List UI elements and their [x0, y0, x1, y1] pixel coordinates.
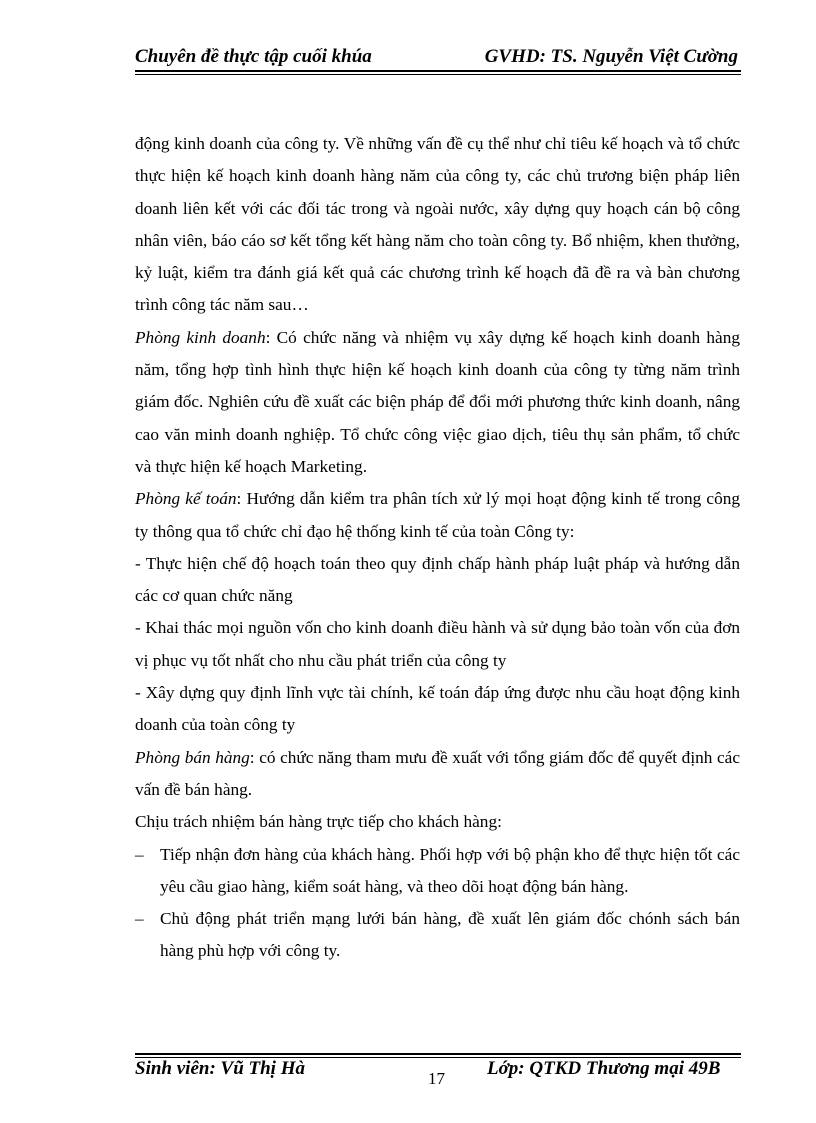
bullet-item [135, 839, 740, 904]
page-number: 17 [428, 1069, 445, 1088]
dept-name-ke-toan: Phòng kế toán [135, 489, 237, 509]
header-advisor: GVHD: TS. Nguyễn Việt Cường [484, 46, 738, 67]
accounting-task-2: - Khai thác mọi nguồn vốn cho kinh doanh điều hành và sử dụng bảo toàn vốn của đơn vị phục vụ tốt nhất cho nhu cầu phát triển của công ty [135, 618, 740, 670]
bullet-dash-icon: – [135, 909, 144, 929]
page-body [135, 128, 740, 968]
footer-rule-thick [135, 1053, 741, 1055]
accounting-task-1: - Thực hiện chế độ hoạch toán theo quy định chấp hành pháp luật pháp và hướng dẫn các cơ quan chức năng [135, 553, 740, 606]
bullet-text-2: Chủ động phát triển mạng lưới bán hàng, đề xuất lên giám đốc chónh sách bán hàng phù hợp với công ty. [160, 909, 740, 961]
dept-desc-ban-hang: : có chức năng tham mưu đề xuất với tổng giám đốc để quyết định các vấn đề bán hàng. [135, 747, 741, 799]
bullet-text-1: Tiếp nhận đơn hàng của khách hàng. Phối hợp với bộ phận kho để thực hiện tốt các yêu cầu giao hàng, kiểm soát hàng, và theo dõi hoạt động bán hàng. [160, 844, 740, 896]
dept-name-kinh-doanh: Phòng kinh doanh [135, 327, 266, 347]
dept-name-ban-hang: Phòng bán hàng [135, 747, 250, 767]
page-footer [135, 1058, 740, 1088]
bullet-item [135, 903, 740, 968]
paragraph-responsibility: Chịu trách nhiệm bán hàng trực tiếp cho khách hàng: [135, 812, 502, 832]
dept-desc-kinh-doanh: : Có chức năng và nhiệm vụ xây dựng kế hoạch kinh doanh hàng năm, tổng hợp tình hình thực hiện kế hoạch kinh doanh của công ty từng năm trình giám đốc. Nghiên cứu đề xuất các biện pháp để đổi mới phương thức kinh doanh, nâng cao văn minh doanh nghiệp. Tổ chức công việc giao dịch, tiêu thụ sản phẩm, tổ chức và thực hiện kế hoạch Marketing. [135, 327, 740, 476]
footer-class: Lớp: QTKD Thương mại 49B [487, 1058, 721, 1079]
footer-student: Sinh viên: Vũ Thị Hà [135, 1058, 305, 1079]
dept-desc-ke-toan: : Hướng dẫn kiểm tra phân tích xử lý mọi hoạt động kinh tế trong công ty thông qua tổ chức chỉ đạo hệ thống kinh tế của toàn Công ty: [135, 489, 740, 541]
paragraph-management-duties: động kinh doanh của công ty. Về những vấn đề cụ thể như chỉ tiêu kế hoạch và tổ chức thực hiện kế hoạch kinh doanh hàng năm của công ty, các chủ trương biện pháp liên doanh liên kết với các đối tác trong và ngoài nước, xây dựng quy hoạch cán bộ công nhân viên, báo cáo sơ kết tổng kết hàng năm cho toàn công ty. Bổ nhiệm, khen thưởng, kỷ luật, kiểm tra đánh giá kết quả các chương trình kế hoạch đã đề ra và bàn chương trình công tác năm sau… [135, 134, 740, 315]
paragraph-sales-dept [135, 322, 740, 483]
bullet-dash-icon: – [135, 844, 144, 864]
header-doc-title: Chuyên đề thực tập cuối khúa [135, 46, 372, 67]
header-rule-thin [135, 74, 741, 75]
accounting-task-3: - Xây dựng quy định lĩnh vực tài chính, kế toán đáp ứng được nhu cầu hoạt động kinh doanh của toàn công ty [135, 683, 740, 735]
paragraph-selling-dept [135, 742, 740, 807]
paragraph-accounting-dept [135, 483, 740, 548]
header-rule-thick [135, 70, 741, 72]
page-header [135, 46, 740, 70]
